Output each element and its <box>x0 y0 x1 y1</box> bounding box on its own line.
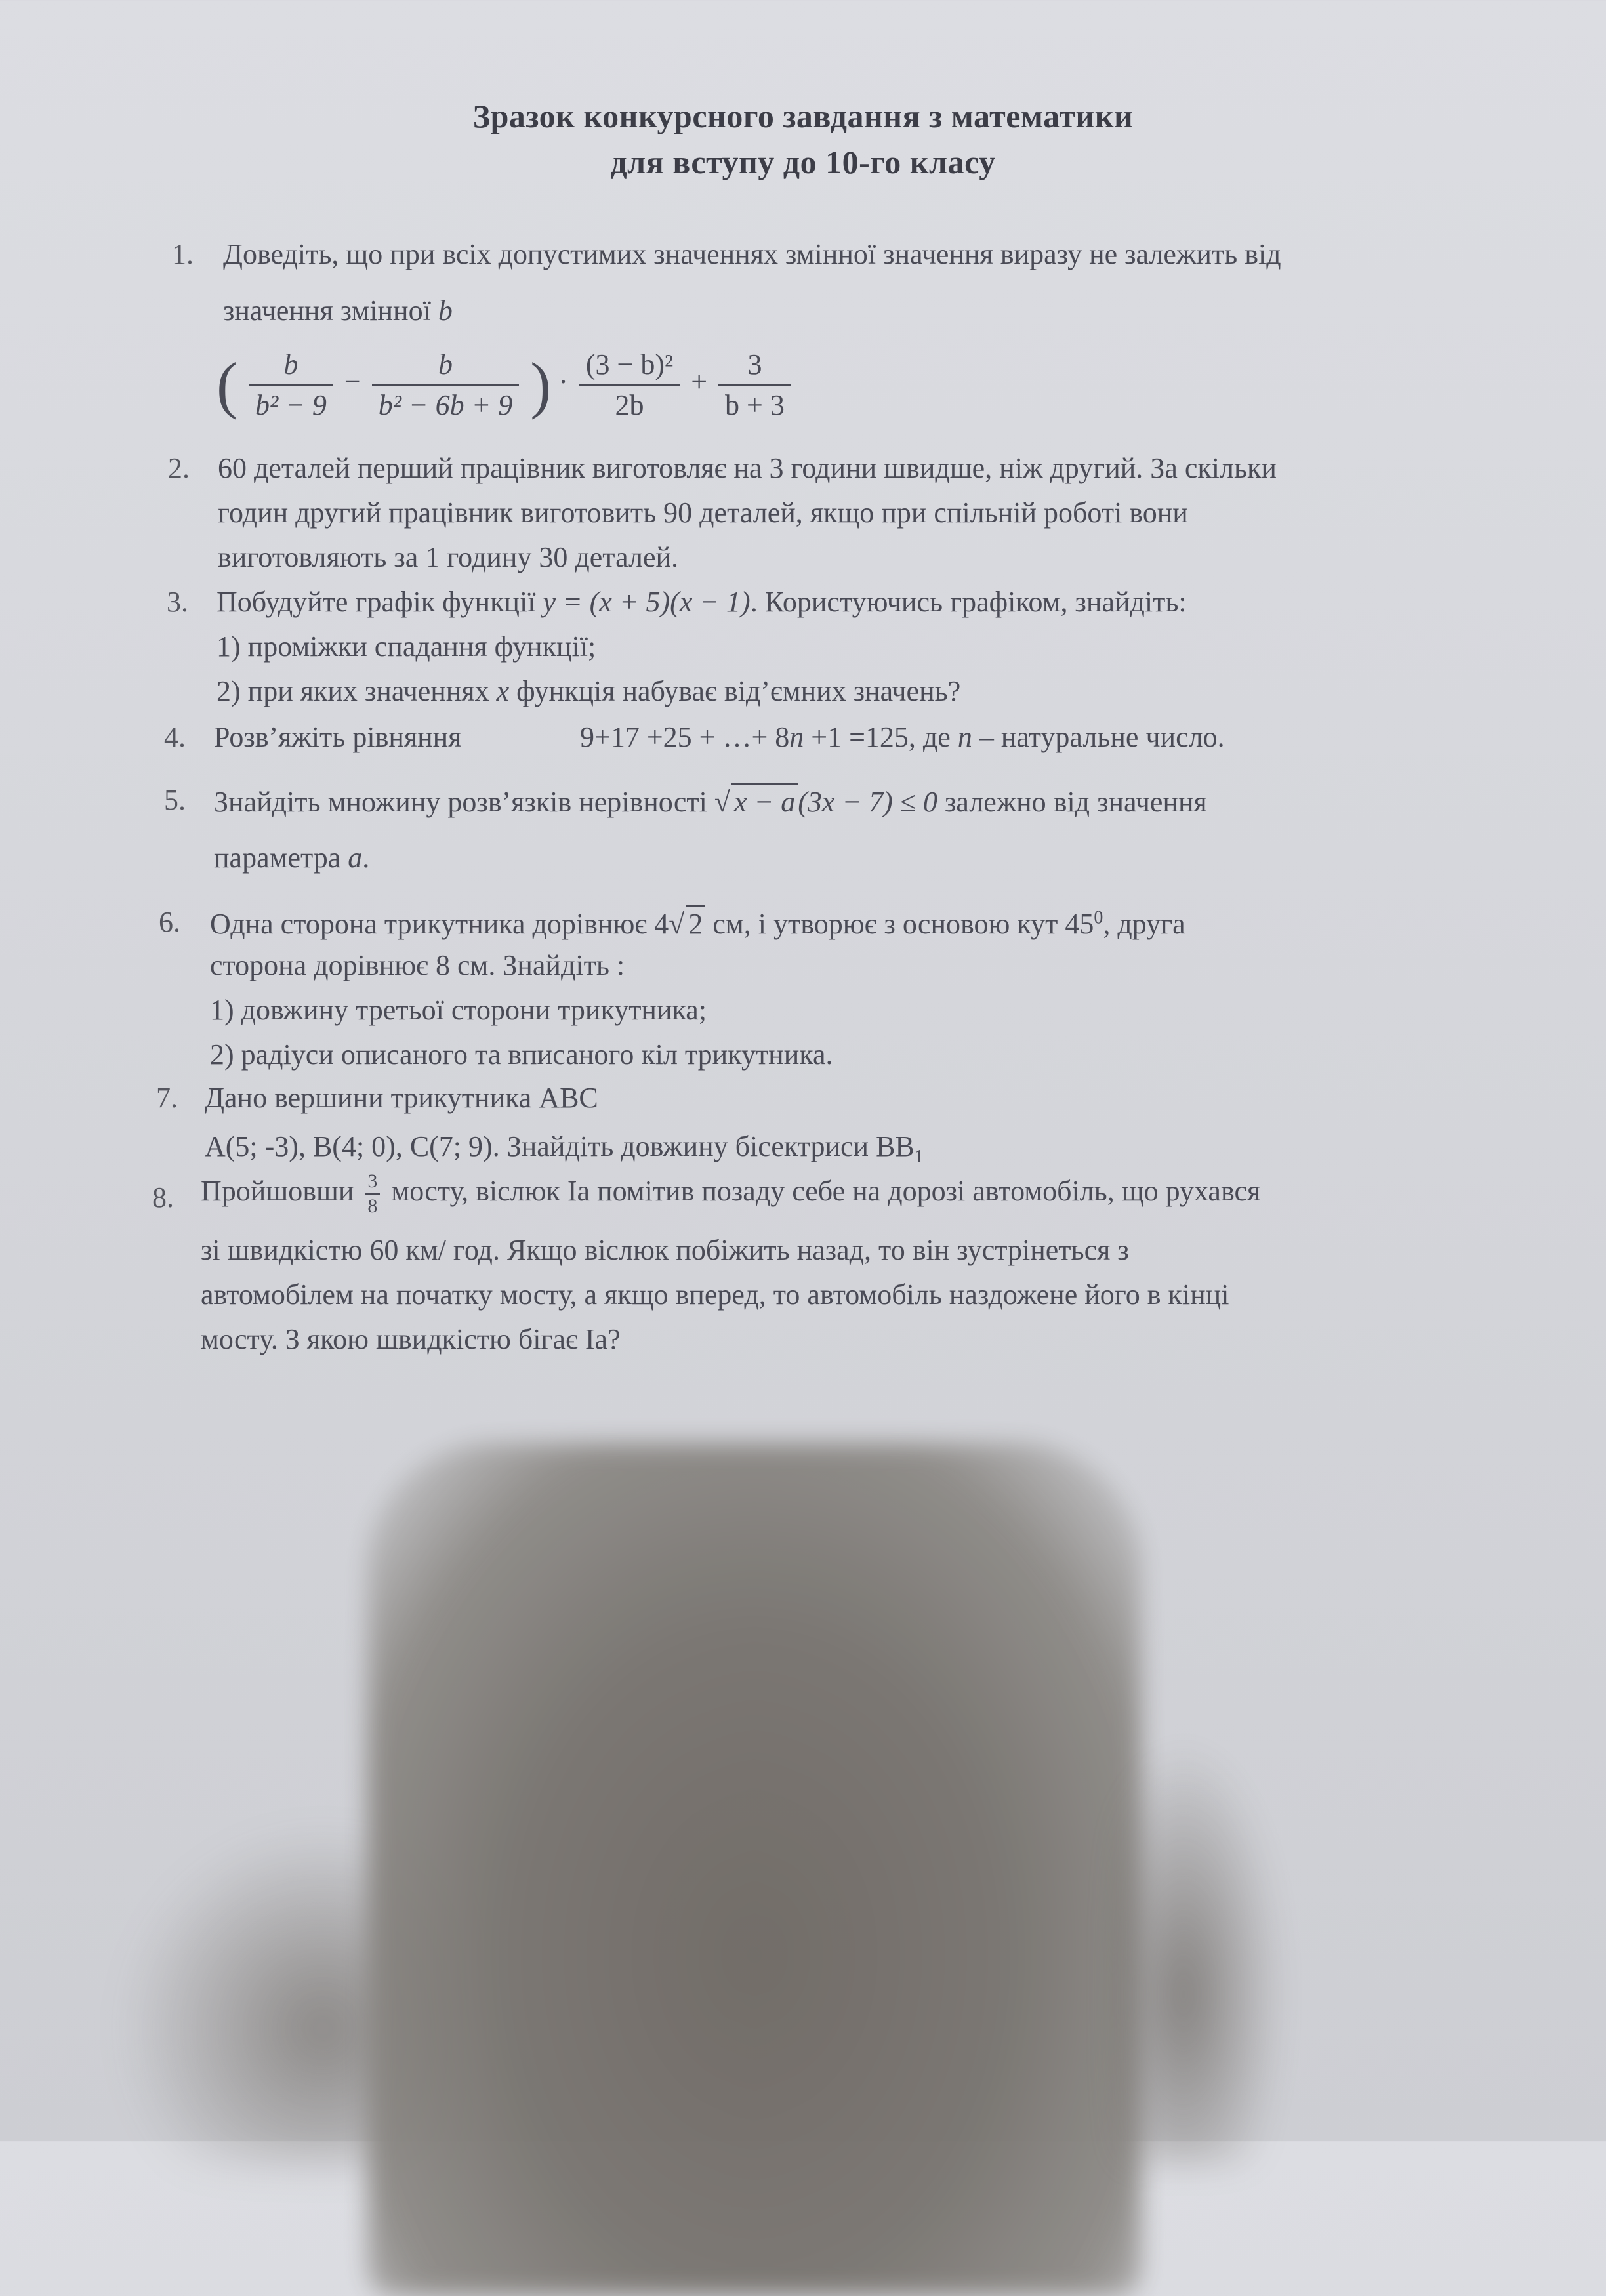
fraction-4: $\frac{3}{b + 3}$ <box>718 348 791 422</box>
task-5-line-2: параметра a. <box>214 842 370 874</box>
task-6-line-2: сторона дорівнює 8 см. Знайдіть : <box>210 949 625 981</box>
task-6-number: 6. <box>159 906 180 938</box>
task-1-number: 1. <box>172 238 194 270</box>
photo-shadow <box>367 1443 1142 2296</box>
task-4-number: 4. <box>164 721 186 753</box>
task-4-label: Розв’яжіть рівняння <box>214 721 462 753</box>
document-title-line-1: Зразок конкурсного завдання з математики <box>472 98 1134 134</box>
task-6-line-1: Одна сторона трикутника дорівнює 4√ 2 см, і утворює з основою кут $45^0$, друга <box>210 905 1185 941</box>
task-3-line-1: Побудуйте графік функції y = (x + 5)(x − 1). Користуючись графіком, знайдіть: <box>216 586 1187 618</box>
task-1-variable: b <box>438 295 453 327</box>
fraction-3-8: $\frac{3}{8}$ <box>365 1170 380 1218</box>
fraction-1: $\frac{b}{\text{b² − 9}}$ <box>249 348 333 422</box>
task-3-line-3: 2) при яких значеннях x функція набуває від’ємних значень? <box>216 675 961 707</box>
task-6-line-3: 1) довжину третьої сторони трикутника; <box>210 994 707 1026</box>
task-1-formula: ( $\frac{b}{\text{b² − 9}}$ − $\frac{b}{\text{b² − 6b + 9}}$ ) · $\frac{\text{(3 − b)²}}{2b}$ + $\frac{3}{b + 3}$ <box>216 348 795 422</box>
task-2-line-1: 60 деталей перший працівник виготовляє на 3 години швидше, ніж другий. За скільки <box>218 452 1277 484</box>
task-1-line-1: Доведіть, що при всіх допустимих значеннях змінної значення виразу не залежить від <box>223 238 1281 270</box>
task-7-line-1: Дано вершини трикутника АВС <box>205 1082 598 1114</box>
task-8-line-1: Пройшовши $\frac{3}{8}$ мосту, віслюк Іа помітив позаду себе на дорозі автомобіль, що рухався <box>201 1170 1261 1217</box>
fraction-3: $\frac{\text{(3 − b)²}}{2b}$ <box>579 348 680 422</box>
task-8-number: 8. <box>152 1181 174 1214</box>
task-7-number: 7. <box>156 1082 178 1114</box>
task-3-function: y = (x + 5)(x − 1) <box>543 586 751 618</box>
task-1-line-2-text: значення змінної <box>223 295 431 327</box>
task-5-number: 5. <box>164 784 186 816</box>
task-2-line-3: виготовляють за 1 годину 30 деталей. <box>218 541 679 573</box>
task-5-line-1: Знайдіть множину розв’язків нерівності √ x − a(3x − 7) ≤ 0 залежно від значення <box>214 783 1207 819</box>
task-1-line-2 <box>223 294 453 327</box>
task-3-number: 3. <box>167 586 188 618</box>
task-8-line-4: мосту. З якою швидкістю бігає Іа? <box>201 1323 621 1355</box>
task-2-line-2: годин другий працівник виготовить 90 деталей, якщо при спільній роботі вони <box>218 497 1188 529</box>
task-4-equation: 9+17 +25 + …+ 8n +1 =125, де n – натуральне число. <box>580 721 1225 753</box>
photo-shadow-right <box>1115 1738 1286 2165</box>
document-title-line-2: для вступу до 10-го класу <box>610 144 996 180</box>
task-8-line-2: зі швидкістю 60 км/ год. Якщо віслюк побіжить назад, то він зустрінеться з <box>201 1234 1129 1266</box>
task-3-line-2: 1) проміжки спадання функції; <box>216 630 596 663</box>
task-7-line-2: A(5; -3), B(4; 0), C(7; 9). Знайдіть довжину бісектриси $BB_1$ <box>205 1130 924 1167</box>
task-2-number: 2. <box>168 452 190 484</box>
fraction-2: $\frac{b}{\text{b² − 6b + 9}}$ <box>372 348 520 422</box>
task-6-line-4: 2) радіуси описаного та вписаного кіл трикутника. <box>210 1038 833 1071</box>
task-8-line-3: автомобілем на початку мосту, а якщо вперед, то автомобіль наздожене його в кінці <box>201 1279 1229 1311</box>
